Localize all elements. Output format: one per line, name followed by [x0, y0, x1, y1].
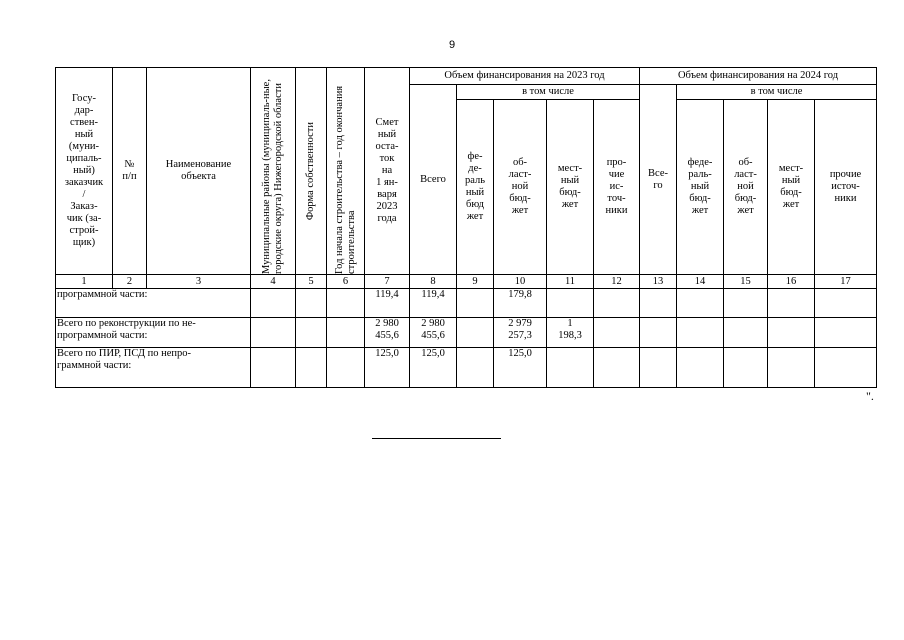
header-object-name: Наименование объекта [147, 68, 251, 275]
regional-2023-value: 179,8 [494, 289, 547, 318]
estimated-balance-value: 125,0 [365, 348, 410, 388]
table-row [56, 318, 877, 348]
column-number: 7 [365, 275, 410, 289]
header-years: Год начала строительства – год окончания строительства [333, 85, 357, 274]
header-funding-2024: Объем финансирования на 2024 год [640, 68, 877, 85]
header-federal-2023: фе- де- раль ный бюд жет [457, 100, 494, 275]
other-2023-value [594, 289, 640, 318]
local-2023-value [547, 289, 594, 318]
header-other-2023: про- чие ис- точ- ники [594, 100, 640, 275]
row-label: Всего по ПИР, ПСД по непро- граммной части: [56, 348, 251, 388]
column-number: 6 [327, 275, 365, 289]
column-number: 12 [594, 275, 640, 289]
column-number: 5 [296, 275, 327, 289]
header-total-2023: Всего [410, 85, 457, 275]
column-number: 10 [494, 275, 547, 289]
estimated-balance-value: 2 980 455,6 [365, 318, 410, 348]
header-customer: Госу- дар- ствен- ный (муни- ципаль- ный) заказчик / Заказ- чик (за- строй- щик) [56, 68, 113, 275]
other-2023-value [594, 348, 640, 388]
column-number: 8 [410, 275, 457, 289]
table-row [56, 289, 877, 318]
column-number: 11 [547, 275, 594, 289]
federal-2023-value [457, 318, 494, 348]
total-2023-value: 119,4 [410, 289, 457, 318]
column-number: 9 [457, 275, 494, 289]
regional-2023-value: 2 979 257,3 [494, 318, 547, 348]
header-including-2023: в том числе [457, 85, 640, 100]
header-districts: Муниципальные районы (муниципаль-ные, городские округа) Нижегородской области [261, 79, 284, 274]
column-number: 14 [677, 275, 724, 289]
header-total-2024: Все- го [640, 85, 677, 275]
page-number: 9 [448, 39, 456, 51]
header-funding-2023: Объем финансирования на 2023 год [410, 68, 640, 85]
other-2023-value [594, 318, 640, 348]
column-number: 3 [147, 275, 251, 289]
total-2023-value: 2 980 455,6 [410, 318, 457, 348]
header-years-cell [327, 68, 365, 275]
federal-2023-value [457, 289, 494, 318]
header-including-2024: в том числе [677, 85, 877, 100]
federal-2023-value [457, 348, 494, 388]
column-number: 4 [251, 275, 296, 289]
column-number: 1 [56, 275, 113, 289]
header-local-2023: мест- ный бюд- жет [547, 100, 594, 275]
header-regional-2024: об- ласт- ной бюд- жет [724, 100, 768, 275]
local-2023-value [547, 348, 594, 388]
table-row [56, 348, 877, 388]
header-other-2024: прочие источ- ники [815, 100, 877, 275]
header-federal-2024: феде- раль- ный бюд- жет [677, 100, 724, 275]
local-2023-value: 1 198,3 [547, 318, 594, 348]
column-number: 13 [640, 275, 677, 289]
financing-table [55, 67, 877, 388]
row-label: Всего по реконструкции по не- программной части: [56, 318, 251, 348]
column-number: 16 [768, 275, 815, 289]
total-2023-value: 125,0 [410, 348, 457, 388]
header-number: № п/п [113, 68, 147, 275]
column-number: 2 [113, 275, 147, 289]
column-number: 17 [815, 275, 877, 289]
row-label: программной части: [56, 289, 251, 318]
column-number: 15 [724, 275, 768, 289]
estimated-balance-value: 119,4 [365, 289, 410, 318]
regional-2023-value: 125,0 [494, 348, 547, 388]
header-districts-cell [251, 68, 296, 275]
header-estimated-balance: Смет ный оста- ток на 1 ян- варя 2023 года [365, 68, 410, 275]
header-ownership-cell [296, 68, 327, 275]
column-number-row [56, 275, 877, 289]
header-regional-2023: об- ласт- ной бюд- жет [494, 100, 547, 275]
header-ownership: Форма собственности [305, 121, 316, 221]
closing-quote: ". [866, 389, 874, 403]
separator-line [372, 438, 501, 439]
header-local-2024: мест- ный бюд- жет [768, 100, 815, 275]
